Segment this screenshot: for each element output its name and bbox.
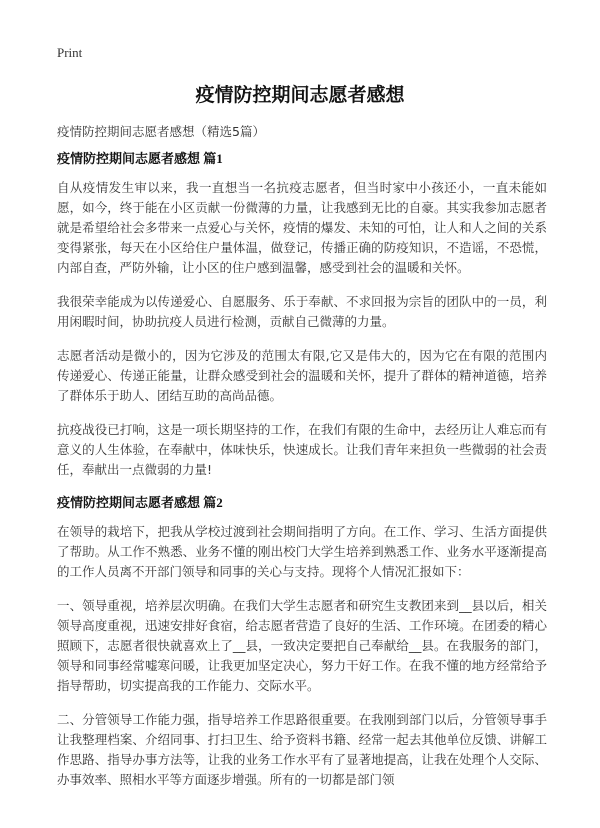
- paragraph: 我很荣幸能成为以传递爱心、自愿服务、乐于奉献、不求回报为宗旨的团队中的一员，利用闲暇时间，协助抗疫人员进行检测，贡献自己微薄的力量。: [57, 294, 547, 329]
- print-link[interactable]: Print: [57, 45, 83, 60]
- section-1: [57, 150, 547, 480]
- paragraph: 在领导的栽培下，把我从学校过渡到社会期间指明了方向。在工作、学习、生活方面提供了帮助。从工作不熟悉、业务不懂的刚出校门大学生培养到熟悉工作、业务水平逐渐提高的工作人员离不开部门领导和同事的关心与支持。现将个人情况汇报如下：: [57, 524, 547, 579]
- section-heading: 疫情防控期间志愿者感想 篇1: [57, 151, 223, 166]
- paragraph: 志愿者活动是微小的，因为它涉及的范围太有限,它又是伟大的，因为它在有限的范围内传递爱心、传递正能量，让群众感受到社会的温暖和关怀，提升了群体的精神道德，培养了群体乐于助人、团结互助的高尚品德。: [57, 348, 547, 403]
- section-2: [57, 494, 547, 790]
- document-title: 疫情防控期间志愿者感想: [195, 84, 405, 106]
- document-subtitle: 疫情防控期间志愿者感想（精选5篇）: [57, 124, 265, 139]
- paragraph: 抗疫战役已打响，这是一项长期坚持的工作，在我们有限的生命中，去经历让人难忘而有意义的人生体验，在奉献中，体味快乐，快速成长。让我们青年来担负一些微弱的社会责任，奉献出一点微弱的力量!: [57, 422, 547, 477]
- section-heading: 疫情防控期间志愿者感想 篇2: [57, 495, 223, 510]
- paragraph: 二、分管领导工作能力强，指导培养工作思路很重要。在我刚到部门以后，分管领导事手让我整理档案、介绍同事、打扫卫生、给予资料书籍、经常一起去其他单位反馈、讲解工作思路、指导办事方法等，让我的业务工作水平有了显著地提高，让我在处理个人交际、办事效率、照相水平等方面逐步增强。所有的一切都是部门领: [57, 712, 547, 787]
- document-body: [57, 150, 547, 804]
- paragraph: 一、领导重视，培养层次明确。在我们大学生志愿者和研究生支教团来到__县以后，相关领导高度重视，迅速安排好食宿，给志愿者营造了良好的生活、工作环境。在团委的精心照顾下，志愿者很快就喜欢上了__县，一致决定要把自己奉献给__县。在我服务的部门，领导和同事经常嘘寒问暖，让我更加坚定决心，努力干好工作。在我不懂的地方经常给予指导帮助，切实提高我的工作能力、交际水平。: [57, 598, 547, 693]
- paragraph: 自从疫情发生审以来，我一直想当一名抗疫志愿者，但当时家中小孩还小，一直未能如愿，如今，终于能在小区贡献一份微薄的力量，让我感到无比的自豪。其实我参加志愿者就是希望给社会多带来一点爱心与关怀，疫情的爆发、未知的可怕，让人和人之间的关系变得紧张，每天在小区给住户量体温，做登记，传播正确的防疫知识，不造谣，不恐慌，内部自查，严防外输，让小区的住户感到温馨，感受到社会的温暖和关怀。: [57, 180, 547, 275]
